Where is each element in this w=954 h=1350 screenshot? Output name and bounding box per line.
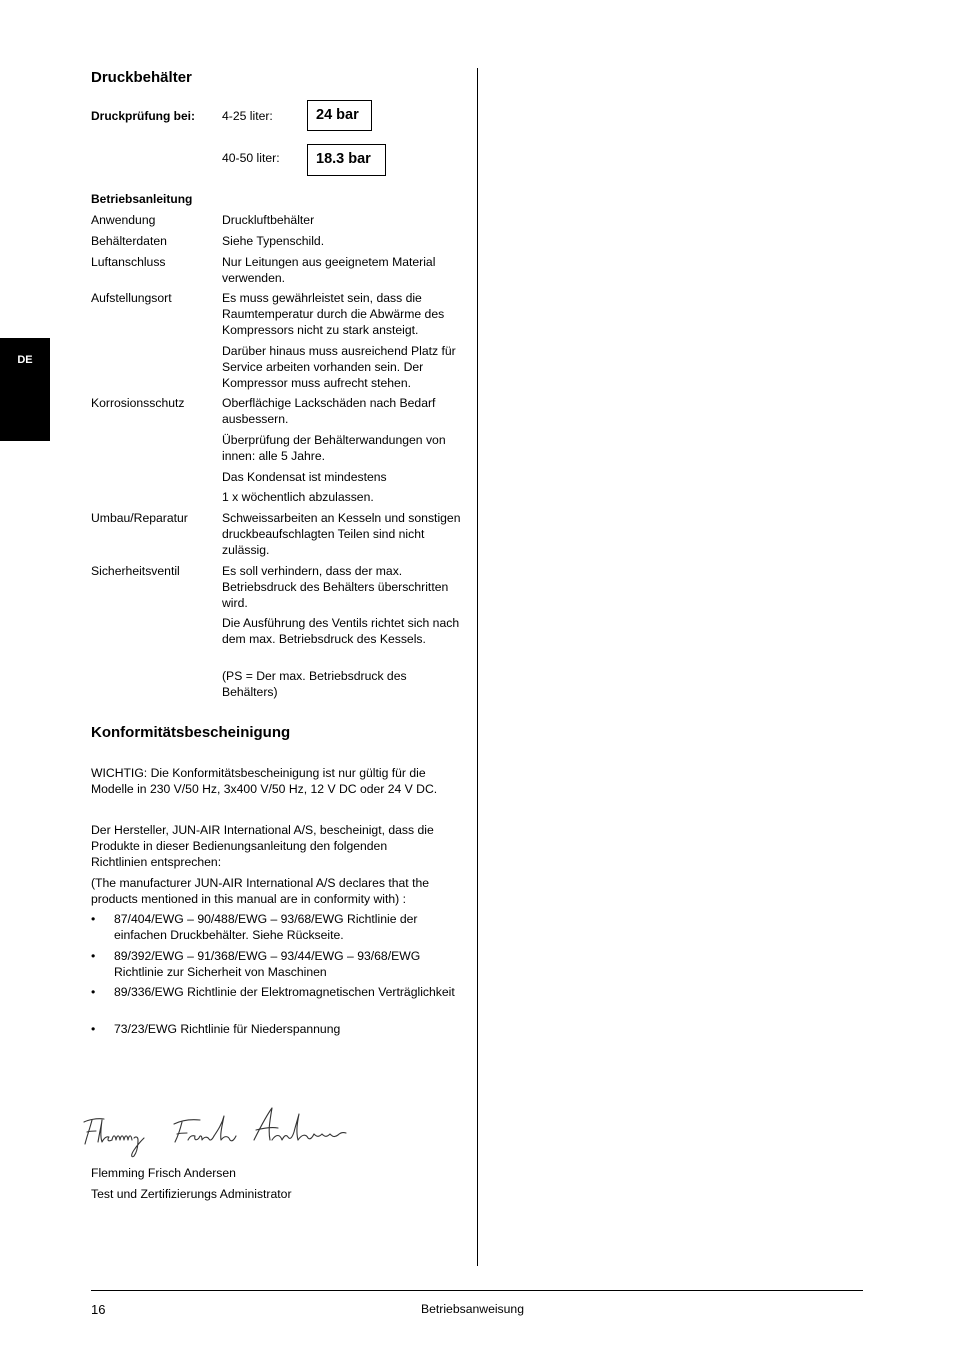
pressure-range-1: 4-25 liter:: [222, 109, 273, 123]
signatory-name: Flemming Frisch Andersen: [91, 1166, 236, 1180]
bullet-marker: •: [91, 912, 96, 926]
column-divider: [477, 68, 478, 1266]
label-behaelterdaten: Behälterdaten: [91, 234, 167, 248]
signatory-title: Test und Zertifizierungs Administrator: [91, 1187, 292, 1201]
konformitaet-hersteller: Der Hersteller, JUN-AIR International A/S, bescheinigt, dass die Produkte in dieser Bedienungsanleitung den folgenden Richtlinien entsprechen:: [91, 823, 434, 869]
label-korrosionsschutz: Korrosionsschutz: [91, 396, 185, 410]
label-anwendung: Anwendung: [91, 213, 156, 227]
language-tab: [0, 338, 50, 441]
directive-item: 89/392/EWG – 91/368/EWG – 93/44/EWG – 93/68/EWG Richtlinie zur Sicherheit von Maschinen: [114, 949, 421, 979]
value-korrosionsschutz-4: 1 x wöchentlich abzulassen.: [222, 490, 374, 504]
bullet-marker: •: [91, 949, 96, 963]
pressure-range-2: 40-50 liter:: [222, 151, 280, 165]
section-heading-betriebsanleitung: Betriebsanleitung: [91, 192, 193, 206]
konformitaet-manufacturer: (The manufacturer JUN-AIR International A/S declares that the products mentioned in this manual are in conformity with) :: [91, 876, 430, 906]
bullet-marker: •: [91, 985, 96, 999]
value-anwendung: Druckluftbehälter: [222, 213, 315, 227]
language-tab-label: DE: [17, 354, 33, 366]
value-sicherheitsventil-2: Die Ausführung des Ventils richtet sich nach dem max. Betriebsdruck des Kessels.: [222, 616, 460, 646]
label-umbau-reparatur: Umbau/Reparatur: [91, 511, 188, 525]
footer-document-title: Betriebsanweisung: [421, 1302, 524, 1316]
pressure-value-2: 18.3 bar: [307, 144, 386, 176]
konformitaet-wichtig: WICHTIG: Die Konformitätsbescheinigung ist nur gültig für die Modelle in 230 V/50 Hz, 3x400 V/50 Hz, 12 V DC oder 24 V DC.: [91, 766, 438, 796]
directive-item: 87/404/EWG – 90/488/EWG – 93/68/EWG Richtlinie der einfachen Druckbehälter. Siehe Rückseite.: [114, 912, 418, 942]
section-heading-konformitaet: Konformitätsbescheinigung: [91, 724, 291, 741]
label-sicherheitsventil: Sicherheitsventil: [91, 564, 180, 578]
value-aufstellungsort-2: Darüber hinaus muss ausreichend Platz für Service arbeiten vorhanden sein. Der Kompressor muss aufrecht stehen.: [222, 344, 456, 390]
value-korrosionsschutz-2: Überprüfung der Behälterwandungen von innen: alle 5 Jahre.: [222, 433, 446, 463]
directive-item: 73/23/EWG Richtlinie für Niederspannung: [114, 1022, 341, 1036]
value-umbau-reparatur: Schweissarbeiten an Kesseln und sonstigen druckbeaufschlagten Teilen sind nicht zulässig.: [222, 511, 461, 557]
directive-item: 89/336/EWG Richtlinie der Elektromagnetischen Verträglichkeit: [114, 985, 455, 999]
pressure-value-1: 24 bar: [307, 100, 372, 131]
value-sicherheitsventil-1: Es soll verhindern, dass der max. Betriebsdruck des Behälters überschritten wird.: [222, 564, 449, 610]
label-aufstellungsort: Aufstellungsort: [91, 291, 172, 305]
value-aufstellungsort-1: Es muss gewährleistet sein, dass die Raumtemperatur durch die Abwärme des Kompressors nicht zu stark ansteigt.: [222, 291, 445, 337]
value-behaelterdaten: Siehe Typenschild.: [222, 234, 325, 248]
label-luftanschluss: Luftanschluss: [91, 255, 166, 269]
pressure-test-label: Druckprüfung bei:: [91, 109, 195, 123]
value-luftanschluss: Nur Leitungen aus geeignetem Material verwenden.: [222, 255, 436, 285]
handwritten-signature: [78, 1100, 350, 1160]
footer-rule: [91, 1290, 863, 1291]
value-sicherheitsventil-3: (PS = Der max. Betriebsdruck des Behälters): [222, 669, 407, 699]
value-korrosionsschutz-3: Das Kondensat ist mindestens: [222, 470, 387, 484]
value-korrosionsschutz-1: Oberflächige Lackschäden nach Bedarf ausbessern.: [222, 396, 436, 426]
page-number: 16: [91, 1302, 106, 1317]
bullet-marker: •: [91, 1022, 96, 1036]
section-heading-druckbehaelter: Druckbehälter: [91, 69, 192, 86]
